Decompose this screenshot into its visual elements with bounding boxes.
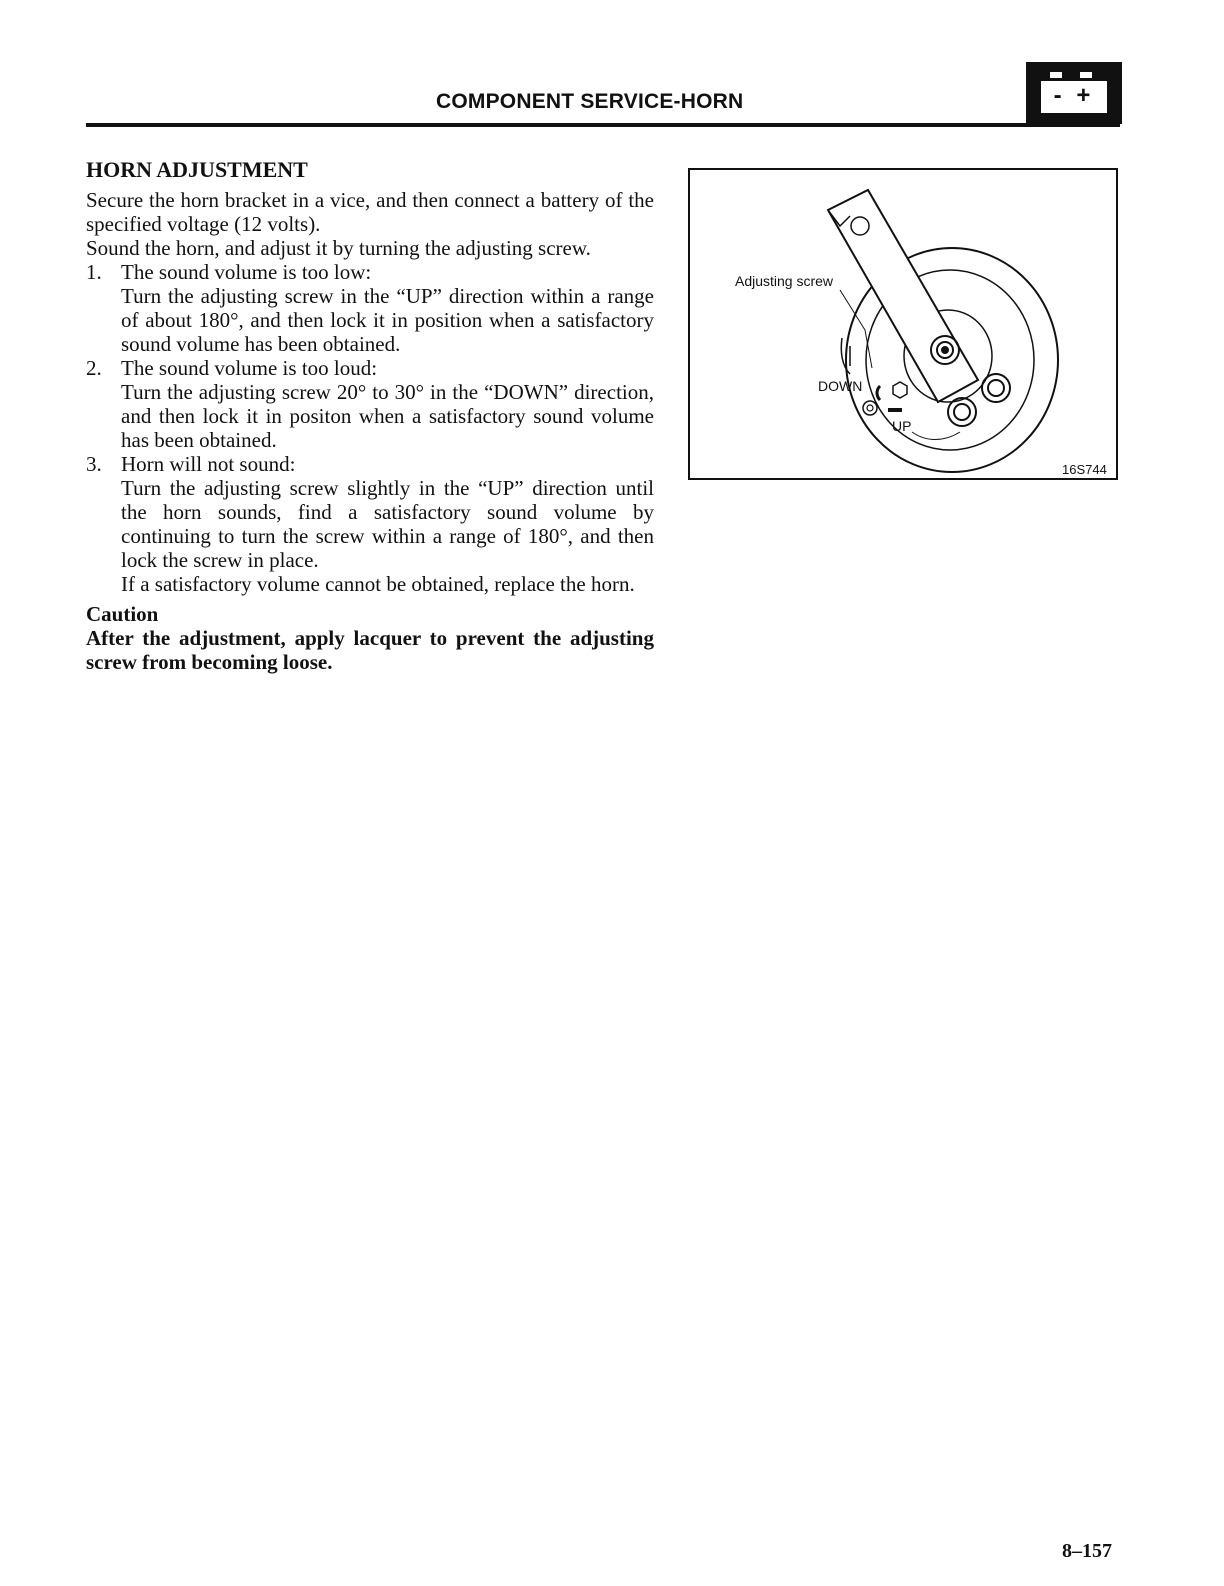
intro-paragraph-2: Sound the horn, and adjust it by turning the adjusting screw. xyxy=(86,236,591,260)
page-title: COMPONENT SERVICE-HORN xyxy=(436,90,744,113)
battery-icon xyxy=(1026,62,1122,124)
intro-paragraph-1: Secure the horn bracket in a vice, and then connect a battery of the specified voltage (12 volts). xyxy=(86,188,654,236)
list-item-title: The sound volume is too low: xyxy=(121,260,372,284)
label-adjusting-screw: Adjusting screw xyxy=(735,273,834,289)
list-item-1 xyxy=(86,260,654,356)
label-down: DOWN xyxy=(818,378,863,394)
list-item-3 xyxy=(86,452,654,596)
list-item-number: 1. xyxy=(86,260,102,284)
horn-illustration xyxy=(690,170,1120,482)
list-item-number: 2. xyxy=(86,356,102,380)
caution-text: After the adjustment, apply lacquer to prevent the adjusting screw from becoming loose. xyxy=(86,626,654,674)
list-item-body: Turn the adjusting screw slightly in the “UP” direction until the horn sounds, find a satisfactory sound volume by continuing to turn the screw within a range of 180°, and then lock the screw in place. xyxy=(121,476,654,572)
list-item-body: Turn the adjusting screw in the “UP” direction within a range of about 180°, and then lock it in position when a satisfactory sound volume has been obtained. xyxy=(121,284,654,356)
battery-icon-text: - + xyxy=(1038,78,1110,116)
list-item-title: The sound volume is too loud: xyxy=(121,356,378,380)
list-item-body-extra: If a satisfactory volume cannot be obtained, replace the horn. xyxy=(121,572,635,596)
text-column xyxy=(86,158,654,674)
figure-code: 16S744 xyxy=(1062,462,1107,477)
section-heading: HORN ADJUSTMENT xyxy=(86,157,308,182)
header-rule xyxy=(86,123,1120,127)
list-item-title: Horn will not sound: xyxy=(121,452,296,476)
page-number: 8–157 xyxy=(1062,1540,1112,1562)
list-item-2 xyxy=(86,356,654,452)
list-item-body: Turn the adjusting screw 20° to 30° in the “DOWN” direction, and then lock it in positon when a satisfactory sound volume has been obtained. xyxy=(121,380,654,452)
list-item-number: 3. xyxy=(86,452,102,476)
caution-heading: Caution xyxy=(86,602,159,626)
label-up: UP xyxy=(892,418,912,434)
horn-figure xyxy=(688,168,1118,480)
